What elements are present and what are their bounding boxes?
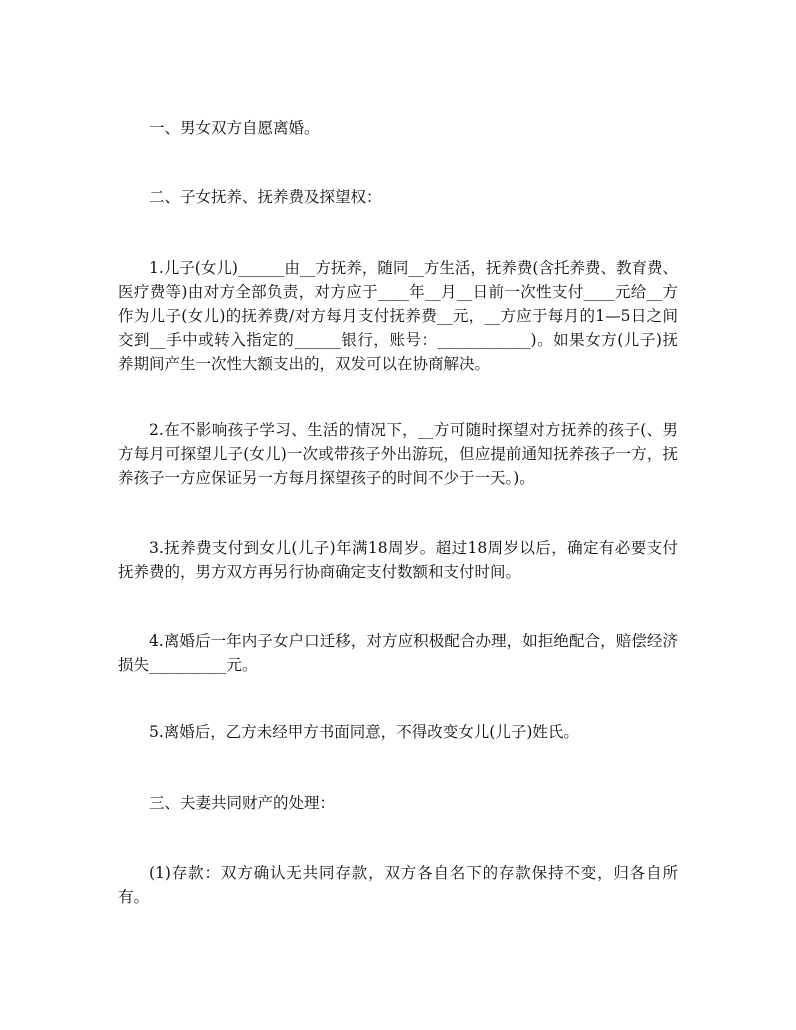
paragraph-support-duration: 3.抚养费支付到女儿(儿子)年满18周岁。超过18周岁以后，确定有必要支付抚养费的，男方双方再另行协商确定支付数额和支付时间。 (118, 539, 678, 581)
section-heading-2: 二、子女抚养、抚养费及探望权： (149, 188, 382, 206)
paragraph-household-registration: 4.离婚后一年内子女户口迁移，对方应积极配合办理，如拒绝配合，赔偿经济损失__________元。 (118, 632, 678, 674)
paragraph-surname: 5.离婚后，乙方未经甲方书面同意，不得改变女儿(儿子)姓氏。 (149, 723, 579, 741)
paragraph-child-custody: 1.儿子(女儿)______由__方抚养，随同__方生活，抚养费(含托养费、教育费、医疗费等)由对方全部负责，对方应于____年__月__日前一次性支付____元给__方作为儿子(女儿)的抚养费/对方每月支付抚养费__元，__方应于每月的1—5日之间交到__手中或转入指定的______银行，账号：____________)。如果女方(儿子)抚养期间产生一次性大额支出的，双发可以在协商解决。 (118, 259, 678, 373)
paragraph-visitation: 2.在不影响孩子学习、生活的情况下，__方可随时探望对方抚养的孩子(、男方每月可探望儿子(女儿)一次或带孩子外出游玩，但应提前通知抚养孩子一方，抚养孩子一方应保证另一方每月探望孩子的时间不少于一天。)。 (118, 421, 678, 487)
section-heading-3: 三、夫妻共同财产的处理： (149, 794, 336, 812)
section-heading-1: 一、男女双方自愿离婚。 (149, 119, 320, 137)
paragraph-deposits: (1)存款：双方确认无共同存款，双方各自名下的存款保持不变，归各自所有。 (118, 864, 678, 906)
